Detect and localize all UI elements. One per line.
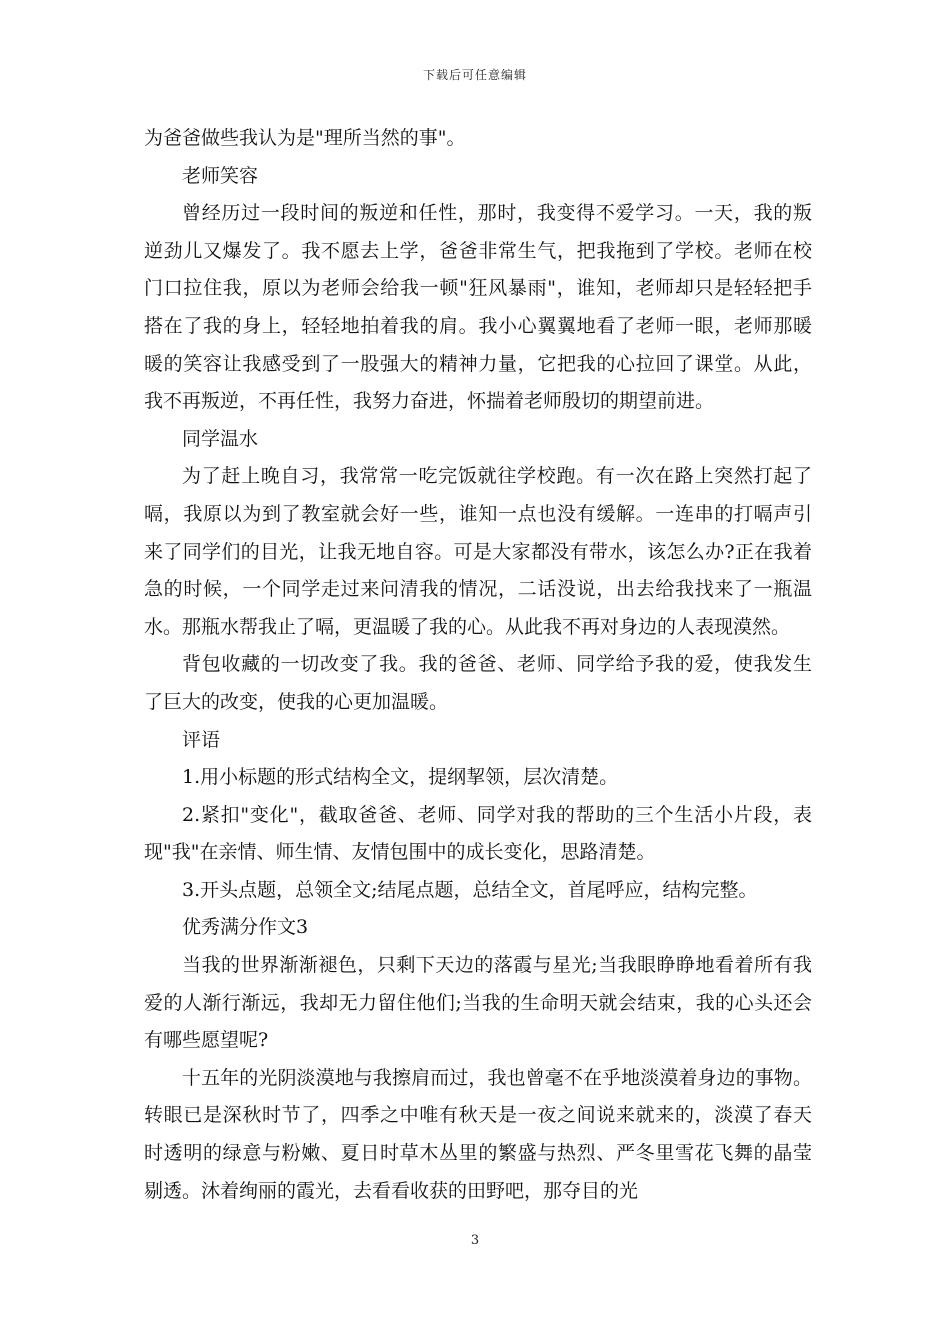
- comment-item: 3.开头点题，总领全文;结尾点题，总结全文，首尾呼应，结构完整。: [182, 878, 758, 901]
- text-line: 为了赶上晚自习，我常常一吃完饭就往学校跑。有一次在路上突然打起了: [182, 465, 812, 488]
- text-line: 现"我"在亲情、师生情、友情包围中的成长变化，思路清楚。: [144, 841, 656, 864]
- text-line: 转眼已是深秋时节了，四季之中唯有秋天是一夜之间说来就来的，淡漠了春天: [144, 1104, 812, 1127]
- text-line: 暖的笑容让我感受到了一股强大的精神力量，它把我的心拉回了课堂。从此，: [144, 352, 812, 375]
- comment-item: 1.用小标题的形式结构全文，提纲挈领，层次清楚。: [182, 766, 619, 789]
- text-line: 嗝，我原以为到了教室就会好一些，谁知一点也没有缓解。一连串的打嗝声引: [144, 502, 812, 525]
- page-header: 下载后可任意编辑: [422, 68, 527, 82]
- text-line: 急的时候，一个同学走过来问清我的情况，二话没说，出去给我找来了一瓶温: [144, 578, 812, 601]
- section-heading: 老师笑容: [182, 164, 259, 187]
- text-line: 搭在了我的身上，轻轻地拍着我的肩。我小心翼翼地看了老师一眼，老师那暖: [144, 314, 812, 337]
- page-number: 3: [470, 1233, 480, 1248]
- text-line: 来了同学们的目光，让我无地自容。可是大家都没有带水，该怎么办?正在我着: [144, 540, 812, 563]
- section-heading: 评语: [182, 728, 221, 751]
- text-line: 曾经历过一段时间的叛逆和任性，那时，我变得不爱学习。一天，我的叛: [182, 202, 812, 225]
- text-line: 有哪些愿望呢?: [144, 1029, 269, 1052]
- text-line: 时透明的绿意与粉嫩、夏日时草木丛里的繁盛与热烈、严冬里雪花飞舞的晶莹: [144, 1142, 812, 1165]
- text-line: 我不再叛逆，不再任性，我努力奋进，怀揣着老师殷切的期望前进。: [144, 390, 715, 413]
- text-line: 门口拉住我，原以为老师会给我一顿"狂风暴雨"，谁知，老师却只是轻轻把手: [144, 277, 812, 300]
- text-line: 十五年的光阴淡漠地与我擦肩而过，我也曾毫不在乎地淡漠着身边的事物。: [182, 1066, 812, 1089]
- text-line: 了巨大的改变，使我的心更加温暖。: [144, 690, 449, 713]
- text-line: 为爸爸做些我认为是"理所当然的事"。: [144, 127, 466, 149]
- document-body: [144, 120, 812, 1210]
- text-line: 剔透。沐着绚丽的霞光，去看看收获的田野吧，那夺目的光: [144, 1179, 639, 1202]
- comment-item: 2.紧扣"变化"，截取爸爸、老师、同学对我的帮助的三个生活小片段，表: [182, 803, 812, 826]
- text-line: 背包收藏的一切改变了我。我的爸爸、老师、同学给予我的爱，使我发生: [182, 653, 812, 676]
- section-heading: 同学温水: [182, 427, 259, 450]
- text-line: 逆劲儿又爆发了。我不愿去上学，爸爸非常生气，把我拖到了学校。老师在校: [144, 239, 812, 262]
- section-heading: 优秀满分作文3: [182, 916, 309, 939]
- text-line: 当我的世界渐渐褪色，只剩下天边的落霞与星光;当我眼睁睁地看着所有我: [182, 954, 812, 977]
- text-line: 爱的人渐行渐远，我却无力留住他们;当我的生命明天就会结束，我的心头还会: [144, 991, 812, 1014]
- text-line: 水。那瓶水帮我止了嗝，更温暖了我的心。从此我不再对身边的人表现漠然。: [144, 615, 791, 638]
